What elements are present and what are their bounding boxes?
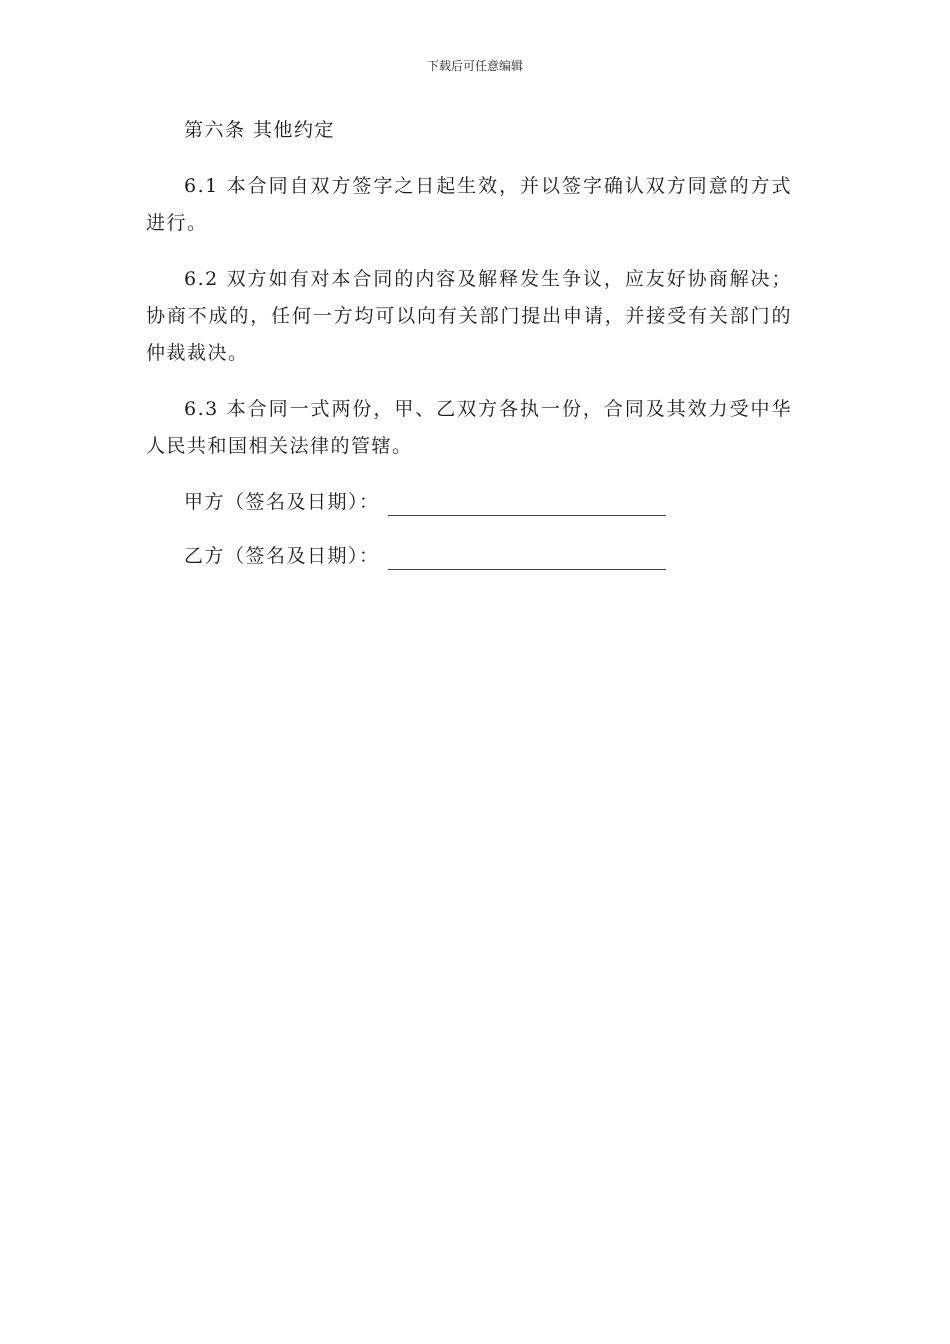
contract-body bbox=[146, 112, 792, 592]
clause-6-3: 6.3 本合同一式两份，甲、乙双方各执一份，合同及其效力受中华人民共和国相关法律的管辖。 bbox=[146, 398, 792, 457]
signature-line-party-b[interactable] bbox=[388, 545, 666, 570]
header-note: 下载后可任意编辑 bbox=[426, 59, 523, 73]
signature-row-party-a bbox=[146, 484, 792, 521]
article-title: 第六条 其他约定 bbox=[184, 119, 336, 141]
signature-line-party-a[interactable] bbox=[388, 491, 666, 516]
signature-label-party-b: 乙方（签名及日期）： bbox=[184, 545, 380, 567]
signature-label-party-a: 甲方（签名及日期）： bbox=[184, 491, 380, 513]
signature-row-party-b bbox=[146, 538, 792, 575]
clause-6-2: 6.2 双方如有对本合同的内容及解释发生争议，应友好协商解决；协商不成的，任何一方均可以向有关部门提出申请，并接受有关部门的仲裁裁决。 bbox=[146, 268, 792, 364]
clause-6-1: 6.1 本合同自双方签字之日起生效，并以签字确认双方同意的方式进行。 bbox=[146, 175, 792, 234]
